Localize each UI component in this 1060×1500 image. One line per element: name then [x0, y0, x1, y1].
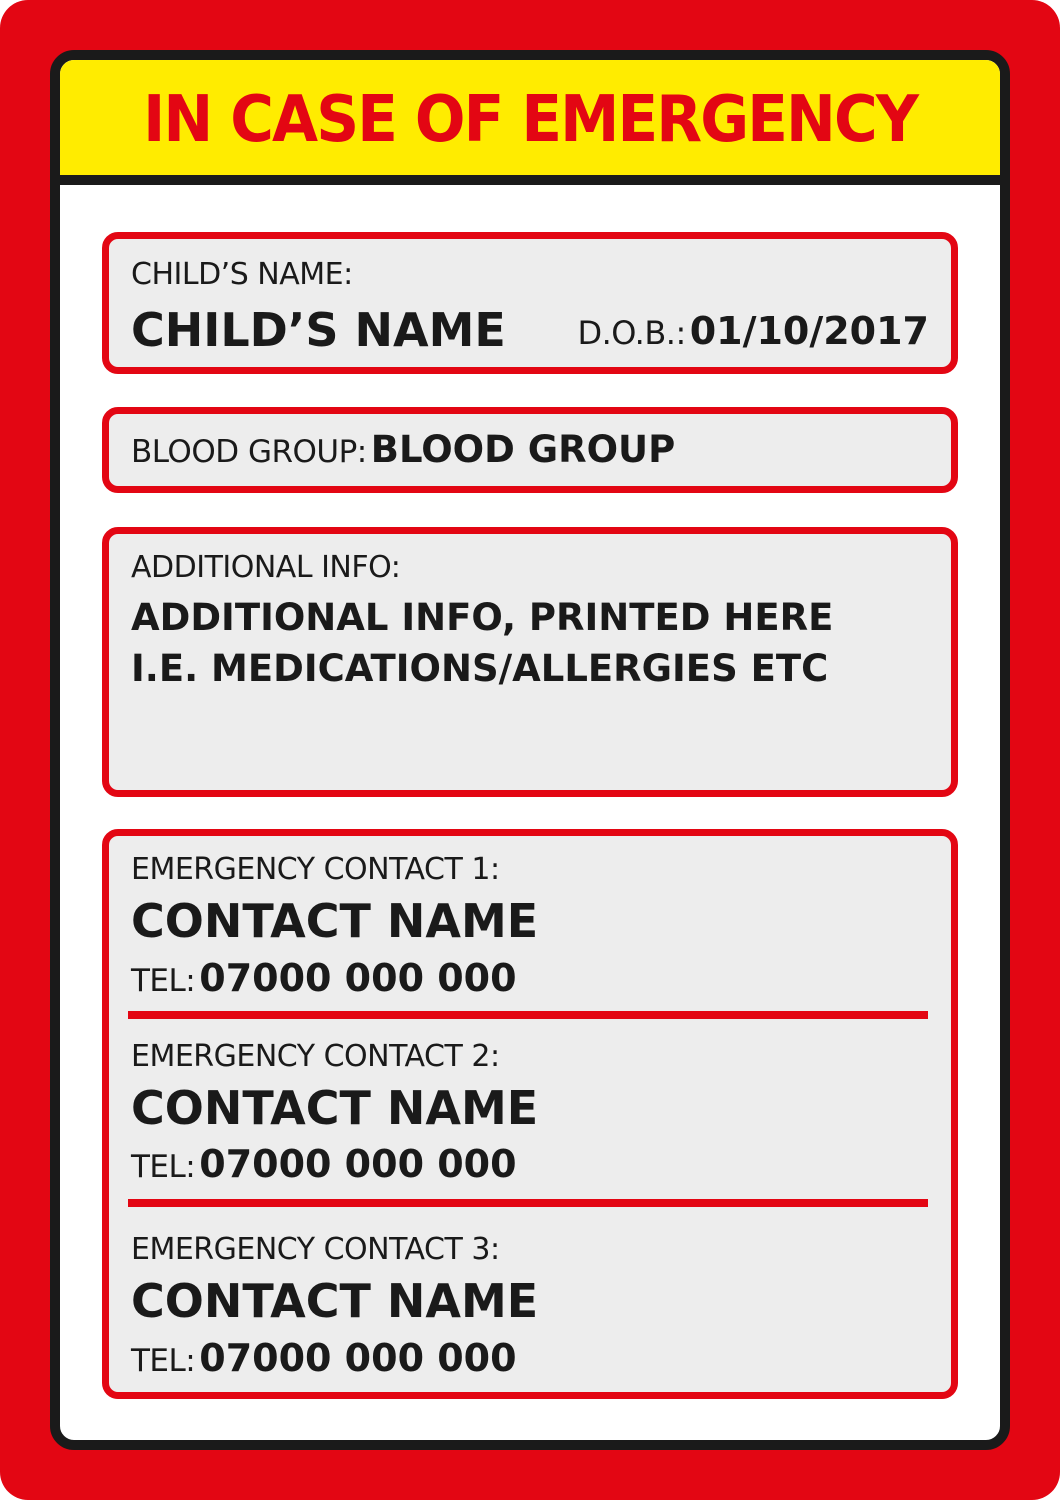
- contact-1-tel: [131, 956, 517, 1000]
- card-title: IN CASE OF EMERGENCY: [143, 82, 917, 157]
- contact-2-tel-label: TEL:: [131, 1149, 196, 1185]
- dob-value: 01/10/2017: [689, 309, 929, 353]
- dob-label: D.O.B.:: [577, 314, 686, 352]
- header-banner: [60, 60, 1000, 185]
- emergency-contacts-box: [102, 829, 958, 1399]
- contact-3-tel: [131, 1336, 517, 1380]
- blood-group-field: [131, 428, 675, 471]
- contact-3-label: EMERGENCY CONTACT 3:: [131, 1232, 500, 1267]
- contact-divider-2: [128, 1199, 928, 1207]
- dob-field: [577, 309, 929, 353]
- card-inner-panel: [50, 50, 1010, 1450]
- additional-info-label: ADDITIONAL INFO:: [131, 550, 401, 585]
- contact-1-name: CONTACT NAME: [131, 894, 539, 948]
- contact-2-tel-value: 07000 000 000: [199, 1142, 517, 1186]
- contact-3-tel-value: 07000 000 000: [199, 1336, 517, 1380]
- contact-3-tel-label: TEL:: [131, 1343, 196, 1379]
- additional-info-box: [102, 527, 958, 797]
- blood-group-value: BLOOD GROUP: [370, 428, 676, 471]
- additional-info-line-1: ADDITIONAL INFO, PRINTED HERE: [131, 596, 834, 639]
- contact-2-tel: [131, 1142, 517, 1186]
- additional-info-line-2: I.E. MEDICATIONS/ALLERGIES ETC: [131, 647, 829, 690]
- child-info-box: [102, 232, 958, 374]
- contact-2-label: EMERGENCY CONTACT 2:: [131, 1039, 500, 1074]
- contact-1-label: EMERGENCY CONTACT 1:: [131, 852, 500, 887]
- contact-1-tel-value: 07000 000 000: [199, 956, 517, 1000]
- contact-2-name: CONTACT NAME: [131, 1081, 539, 1135]
- contact-divider-1: [128, 1011, 928, 1019]
- blood-group-label: BLOOD GROUP:: [131, 434, 367, 470]
- child-name-label: CHILD’S NAME:: [131, 257, 353, 292]
- contact-3-name: CONTACT NAME: [131, 1274, 539, 1328]
- contact-1-tel-label: TEL:: [131, 963, 196, 999]
- child-name-value: CHILD’S NAME: [131, 303, 506, 357]
- blood-group-box: [102, 407, 958, 493]
